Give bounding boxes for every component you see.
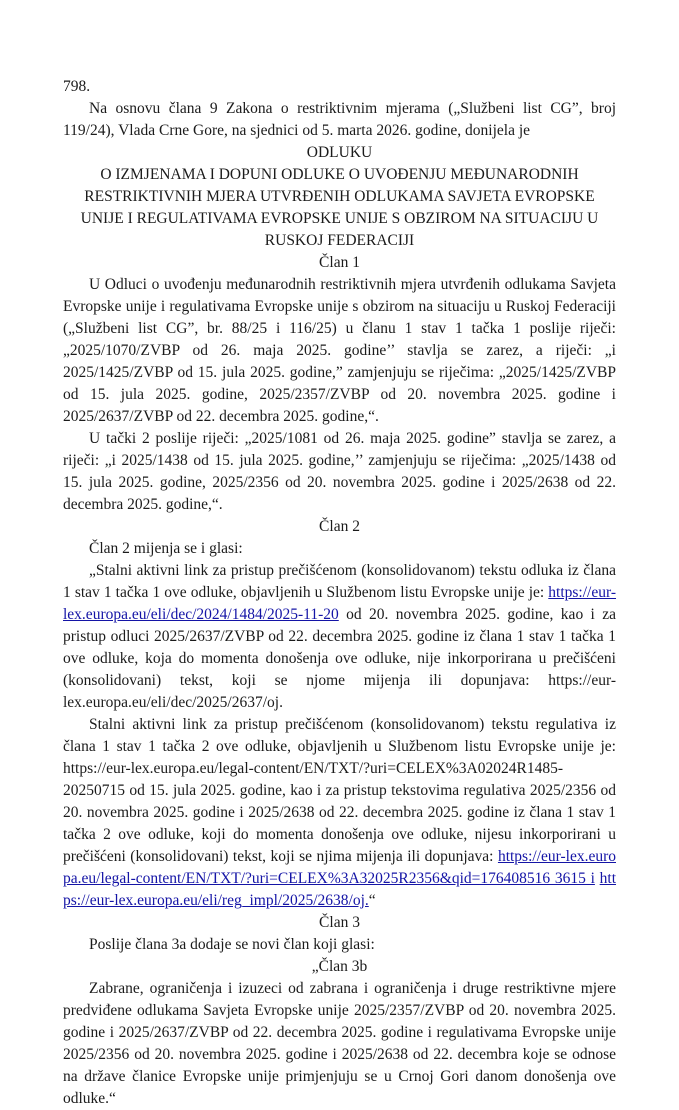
article-2-heading: Član 2 [319, 518, 360, 535]
article-2-paragraph-1 [63, 560, 616, 714]
article-3b-paragraph: Zabrane, ograničenja i izuzeci od zabrana i ograničenja i druge restriktivne mjere predviđene odlukama Savjeta Evropske unije 2025/2357/ZVBP od 20. novembra 2025. godine i 2025/2637/ZVBP od 22. decembra 2025. godine i regulativama Evropske unije 2025/2356 od 20. novembra 2025. godine i 2025/2638 od 22. decembra koje se odnose na države članice Evropske unije primjenjuju se u Crnoj Gori danom donošenja ove odluke.“ [63, 980, 616, 1107]
article-2-p1-text-start: „Stalni aktivni link za pristup prečišćenom (konsolidovanom) tekstu odluka iz člana 1 stav 1 tačka 1 ove odluke, objavljenih u Službenom listu Evropske unije je: [63, 562, 616, 601]
article-2-p1-text-end: od 20. novembra 2025. godine, kao i za pristup odluci 2025/2637/ZVBP od 22. decembra 2025. godine iz člana 1 stav 1 tačka 1 ove odluke, koja do momenta donošenja ove odluke, nije inkorporirana u prečišćeni (konsolidovani) tekst, koji se njome mijenja ili dopunjava: https://eur-lex.europa.eu/eli/dec/2025/2637/oj. [63, 606, 616, 711]
eurlex-regulation-impl-link[interactable]: https://eur-lex.europa.eu/eli/reg_impl/2025/2638/oj. [63, 870, 617, 909]
article-3b-subheading: „Član 3b [311, 958, 368, 975]
article-3-intro: Poslije člana 3a dodaje se novi član koji glasi: [89, 936, 375, 953]
article-1-paragraph-1: U Odluci o uvođenju međunarodnih restriktivnih mjera utvrđenih odlukama Savjeta Evropske unije i regulativama Evropske unije s obzirom na situaciju u Ruskoj Federaciji („Službeni list CG”, br. 88/25 i 116/25) u članu 1 stav 1 tačka 1 poslije riječi: „2025/1070/ZVBP od 26. maja 2025. godine’’ stavlja se zarez, a riječi: „i 2025/1425/ZVBP od 15. jula 2025. godine,” zamjenjuju se riječima: „2025/1425/ZVBP od 15. jula 2025. godine, 2025/2357/ZVBP od 20. novembra 2025. godine i 2025/2637/ZVBP od 22. decembra 2025. godine,“. [63, 276, 616, 425]
decision-title-subject: O IZMJENAMA I DOPUNI ODLUKE O UVOĐENJU MEĐUNARODNIH RESTRIKTIVNIH MJERA UTVRĐENIH ODLUKAMA SAVJETA EVROPSKE UNIJE I REGULATIVAMA EVROPSKE UNIJE S OBZIROM NA SITUACIJU U RUSKOJ FEDERACIJI [80, 166, 599, 249]
article-2-paragraph-2 [63, 714, 616, 912]
eurlex-decision-consolidated-link[interactable]: https://eur-lex.europa.eu/eli/dec/2024/1484/2025-11-20 [63, 584, 616, 623]
preamble-paragraph: Na osnovu člana 9 Zakona o restriktivnim mjerama („Službeni list CG”, broj 119/24), Vlada Crne Gore, na sjednici od 5. marta 2026. godine, donijela je [63, 100, 616, 139]
article-2-p2-text-start: Stalni aktivni link za pristup prečišćenom (konsolidovanom) tekstu regulativa iz člana 1 stav 1 tačka 2 ove odluke, objavljenih u Službenom listu Evropske unije je: https://eur-lex.europa.eu/legal-content/EN/TXT/?uri=CELEX%3A02024R1485-20250715 od 15. jula 2025. godine, kao i za pristup tekstovima regulativa 2025/2356 od 20. novembra 2025. godine i 2025/2638 od 22. decembra 2025. godine iz člana 1 stav 1 tačka 2 ove odluke, koji do momenta donošenja ove odluke, nijesu inkorporirani u prečišćeni (konsolidovani) tekst, koji se njima mijenja ili dopunjava: [63, 716, 616, 865]
article-3-heading: Član 3 [319, 914, 360, 931]
article-2-p2-closing-quote: “ [368, 892, 376, 909]
article-1-heading: Član 1 [319, 254, 360, 271]
article-2-intro: Član 2 mijenja se i glasi: [89, 540, 243, 557]
article-1-paragraph-2: U tački 2 poslije riječi: „2025/1081 od 26. maja 2025. godine” stavlja se zarez, a riječi: „i 2025/1438 od 15. jula 2025. godine,’’ zamjenjuju se riječima: „2025/1438 od 15. jula 2025. godine, 2025/2356 od 20. novembra 2025. godine i 2025/2638 od 22. decembra 2025. godine,“. [63, 430, 616, 513]
act-number: 798. [63, 78, 91, 95]
eurlex-regulation-celex-link[interactable]: https://eur-lex.europa.eu/legal-content/EN/TXT/?uri=CELEX%3A32025R2356&qid=176408516 3615 i [63, 848, 616, 887]
decision-title-kind: ODLUKU [306, 144, 373, 161]
